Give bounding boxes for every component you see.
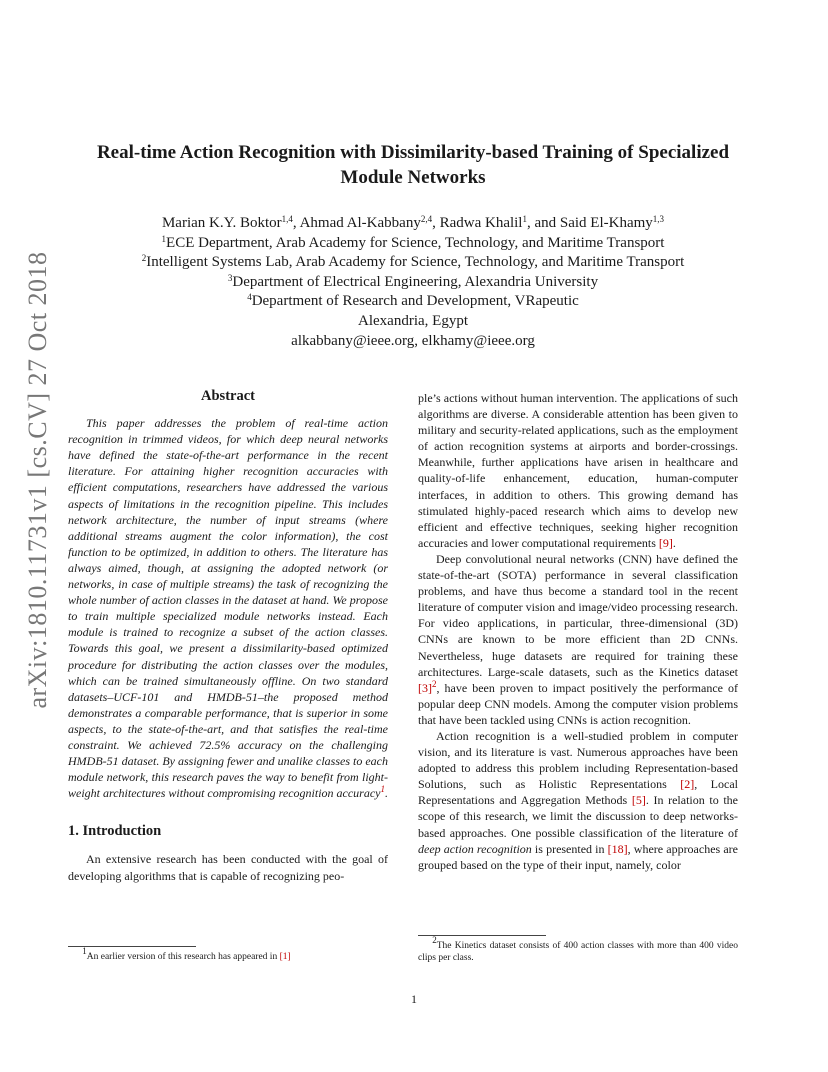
footnote-mark-link[interactable]: 1 <box>380 784 386 795</box>
citation-link[interactable]: [3] <box>418 680 432 695</box>
paragraph-text: . <box>672 535 676 550</box>
body-paragraph-2 <box>418 551 738 728</box>
affiliation-sup: 3 <box>227 272 233 283</box>
affiliation-2 <box>68 253 758 273</box>
author-sup: 1,3 <box>652 214 665 224</box>
paragraph-text: is presented in <box>531 841 608 856</box>
author-name: Marian K.Y. Boktor <box>161 215 282 231</box>
footnote-right <box>418 935 738 964</box>
intro-paragraph: An extensive research has been conducted with the goal of developing algorithms that is capable of recognizing peo- <box>68 852 388 883</box>
emphasis-text: deep action recognition <box>418 841 532 856</box>
title-line-2: Module Networks <box>340 167 486 188</box>
affiliation-sup: 2 <box>141 253 147 264</box>
author-name: , Radwa Khalil <box>432 215 523 231</box>
footnote-rule <box>68 946 196 947</box>
introduction-heading: 1. Introduction <box>68 823 162 840</box>
author-block <box>68 214 758 351</box>
abstract-end: . <box>385 786 389 801</box>
arxiv-watermark <box>18 251 58 709</box>
author-list <box>68 214 758 234</box>
right-column <box>418 390 738 873</box>
paragraph-text: ple’s actions without human intervention. The applications of such algorithms are diverse. A considerable attention has been given to military and security-related applications, such as the employment of action recognition systems at airports and border-crossings. Meanwhile, further applications have arisen in healthcare and quality-of-life enhancement, education, human-computer interfaces, in addition to others. This growing demand has stimulated highly-paced research which aims to develop new efficient and effective techniques, seeking higher recognition accuracies and lower computational requirements <box>418 391 738 550</box>
affiliation-sup: 4 <box>247 292 252 303</box>
footnote-left <box>68 946 388 963</box>
affiliation-text: Department of Research and Development, VRapeutic <box>251 293 579 310</box>
author-sup: 2,4 <box>420 214 433 224</box>
author-emails: alkabbany@ieee.org, elkhamy@ieee.org <box>291 332 535 349</box>
paragraph-text: , have been proven to impact positively the performance of popular deep CNN models. Among the computer vision problems that have been tackled using CNNs is action recognition. <box>418 680 738 727</box>
paragraph-text: Action recognition is a well-studied problem in computer vision, and its literature is vast. Numerous approaches have been adopted to address this problem including Representation-based Solutions, such as Holistic Representations <box>418 728 738 792</box>
paragraph-text: , Local Representations and Aggregation Methods <box>418 777 738 808</box>
body-paragraph-3 <box>418 728 738 873</box>
abstract-body <box>68 415 388 801</box>
page-number: 1 <box>411 992 417 1006</box>
body-paragraph-1 <box>418 390 738 551</box>
abstract-text: This paper addresses the problem of real-time action recognition in trimmed videos, for which deep neural networks have defined the state-of-the-art performance in the recent literature. For attaining higher recognition accuracies with efficient computations, researchers have addressed the various aspects of limitations in the recognition pipeline. This includes network architecture, the number of input streams (where additional streams augment the color information), the cost function to be optimized, in addition to others. The literature has always aimed, though, at assigning the adopted network (or networks, in case of multiple streams) the task of recognizing the whole number of action classes in the dataset at hand. We propose to train multiple specialized module networks instead. Each module is trained to recognize a subset of the action classes. Towards this goal, we present a dissimilarity-based optimized procedure for distributing the action classes over the modules, which can be trained simultaneously offline. On two standard datasets–UCF-101 and HMDB-51–the proposed method demonstrates a comparable performance, that is superior in some aspects, to the state-of-the-art, and that satisfies the real-time constraint. We achieved 72.5% accuracy on the challenging HMDB-51 dataset. By assigning fewer and unalike classes to each module network, this research paves the way to benefit from light-weight architectures without compromising recognition accuracy <box>68 416 388 801</box>
author-name: , Ahmad Al-Kabbany <box>292 215 421 231</box>
footnote-1 <box>68 946 388 963</box>
affiliation-3 <box>68 273 758 293</box>
author-name: , and Said El-Khamy <box>526 215 653 231</box>
affiliation-1 <box>68 234 758 254</box>
affiliation-text: Intelligent Systems Lab, Arab Academy for Science, Technology, and Maritime Transport <box>146 254 685 271</box>
arxiv-id: arXiv:1810.11731v1 [cs.CV] 27 Oct 2018 <box>23 251 52 709</box>
left-column <box>68 388 388 884</box>
citation-link[interactable]: [9] <box>658 535 673 550</box>
affiliation-text: ECE Department, Arab Academy for Science, Technology, and Maritime Transport <box>166 234 665 251</box>
paragraph-text: , where approaches are grouped based on the type of their input, namely, color <box>418 841 738 872</box>
author-sup: 1 <box>522 214 527 224</box>
footnote-number: 1 <box>82 946 87 956</box>
citation-link[interactable]: [1] <box>279 952 291 962</box>
footnote-number: 2 <box>432 935 437 945</box>
paper-title <box>68 140 758 190</box>
footnote-mark-link[interactable]: 2 <box>432 678 437 689</box>
affiliation-sup: 1 <box>161 233 167 244</box>
affiliation-text: Department of Electrical Engineering, Alexandria University <box>232 273 599 290</box>
affiliation-4 <box>68 292 758 312</box>
paragraph-text: Deep convolutional neural networks (CNN) have defined the state-of-the-art (SOTA) performance in several classification problems, and have thus become a standard tool in the recent literature of computer vision and image/video processing research. For video applications, in particular, three-dimensional (3D) CNNs are known to be more efficient than 2D CNNs. Nevertheless, huge datasets are required for training these architectures. Large-scale datasets, such as the Kinetics dataset <box>418 551 738 679</box>
paragraph-text: . In relation to the scope of this research, we limit the discussion to deep networks-based approaches. One possible classification of the literature of <box>418 793 738 840</box>
footnote-2 <box>418 935 738 964</box>
footnote-text: The Kinetics dataset consists of 400 action classes with more than 400 video clips per class. <box>418 941 738 963</box>
footnote-text: An earlier version of this research has appeared in <box>86 952 280 962</box>
citation-link[interactable]: [5] <box>631 793 646 808</box>
location: Alexandria, Egypt <box>358 312 468 329</box>
author-sup: 1,4 <box>281 214 293 224</box>
title-line-1: Real-time Action Recognition with Dissimilarity-based Training of Specialized <box>96 142 730 163</box>
abstract-heading: Abstract <box>201 388 255 404</box>
footnote-rule <box>418 935 546 936</box>
citation-link[interactable]: [2] <box>680 777 695 792</box>
citation-link[interactable]: [18] <box>607 841 628 856</box>
